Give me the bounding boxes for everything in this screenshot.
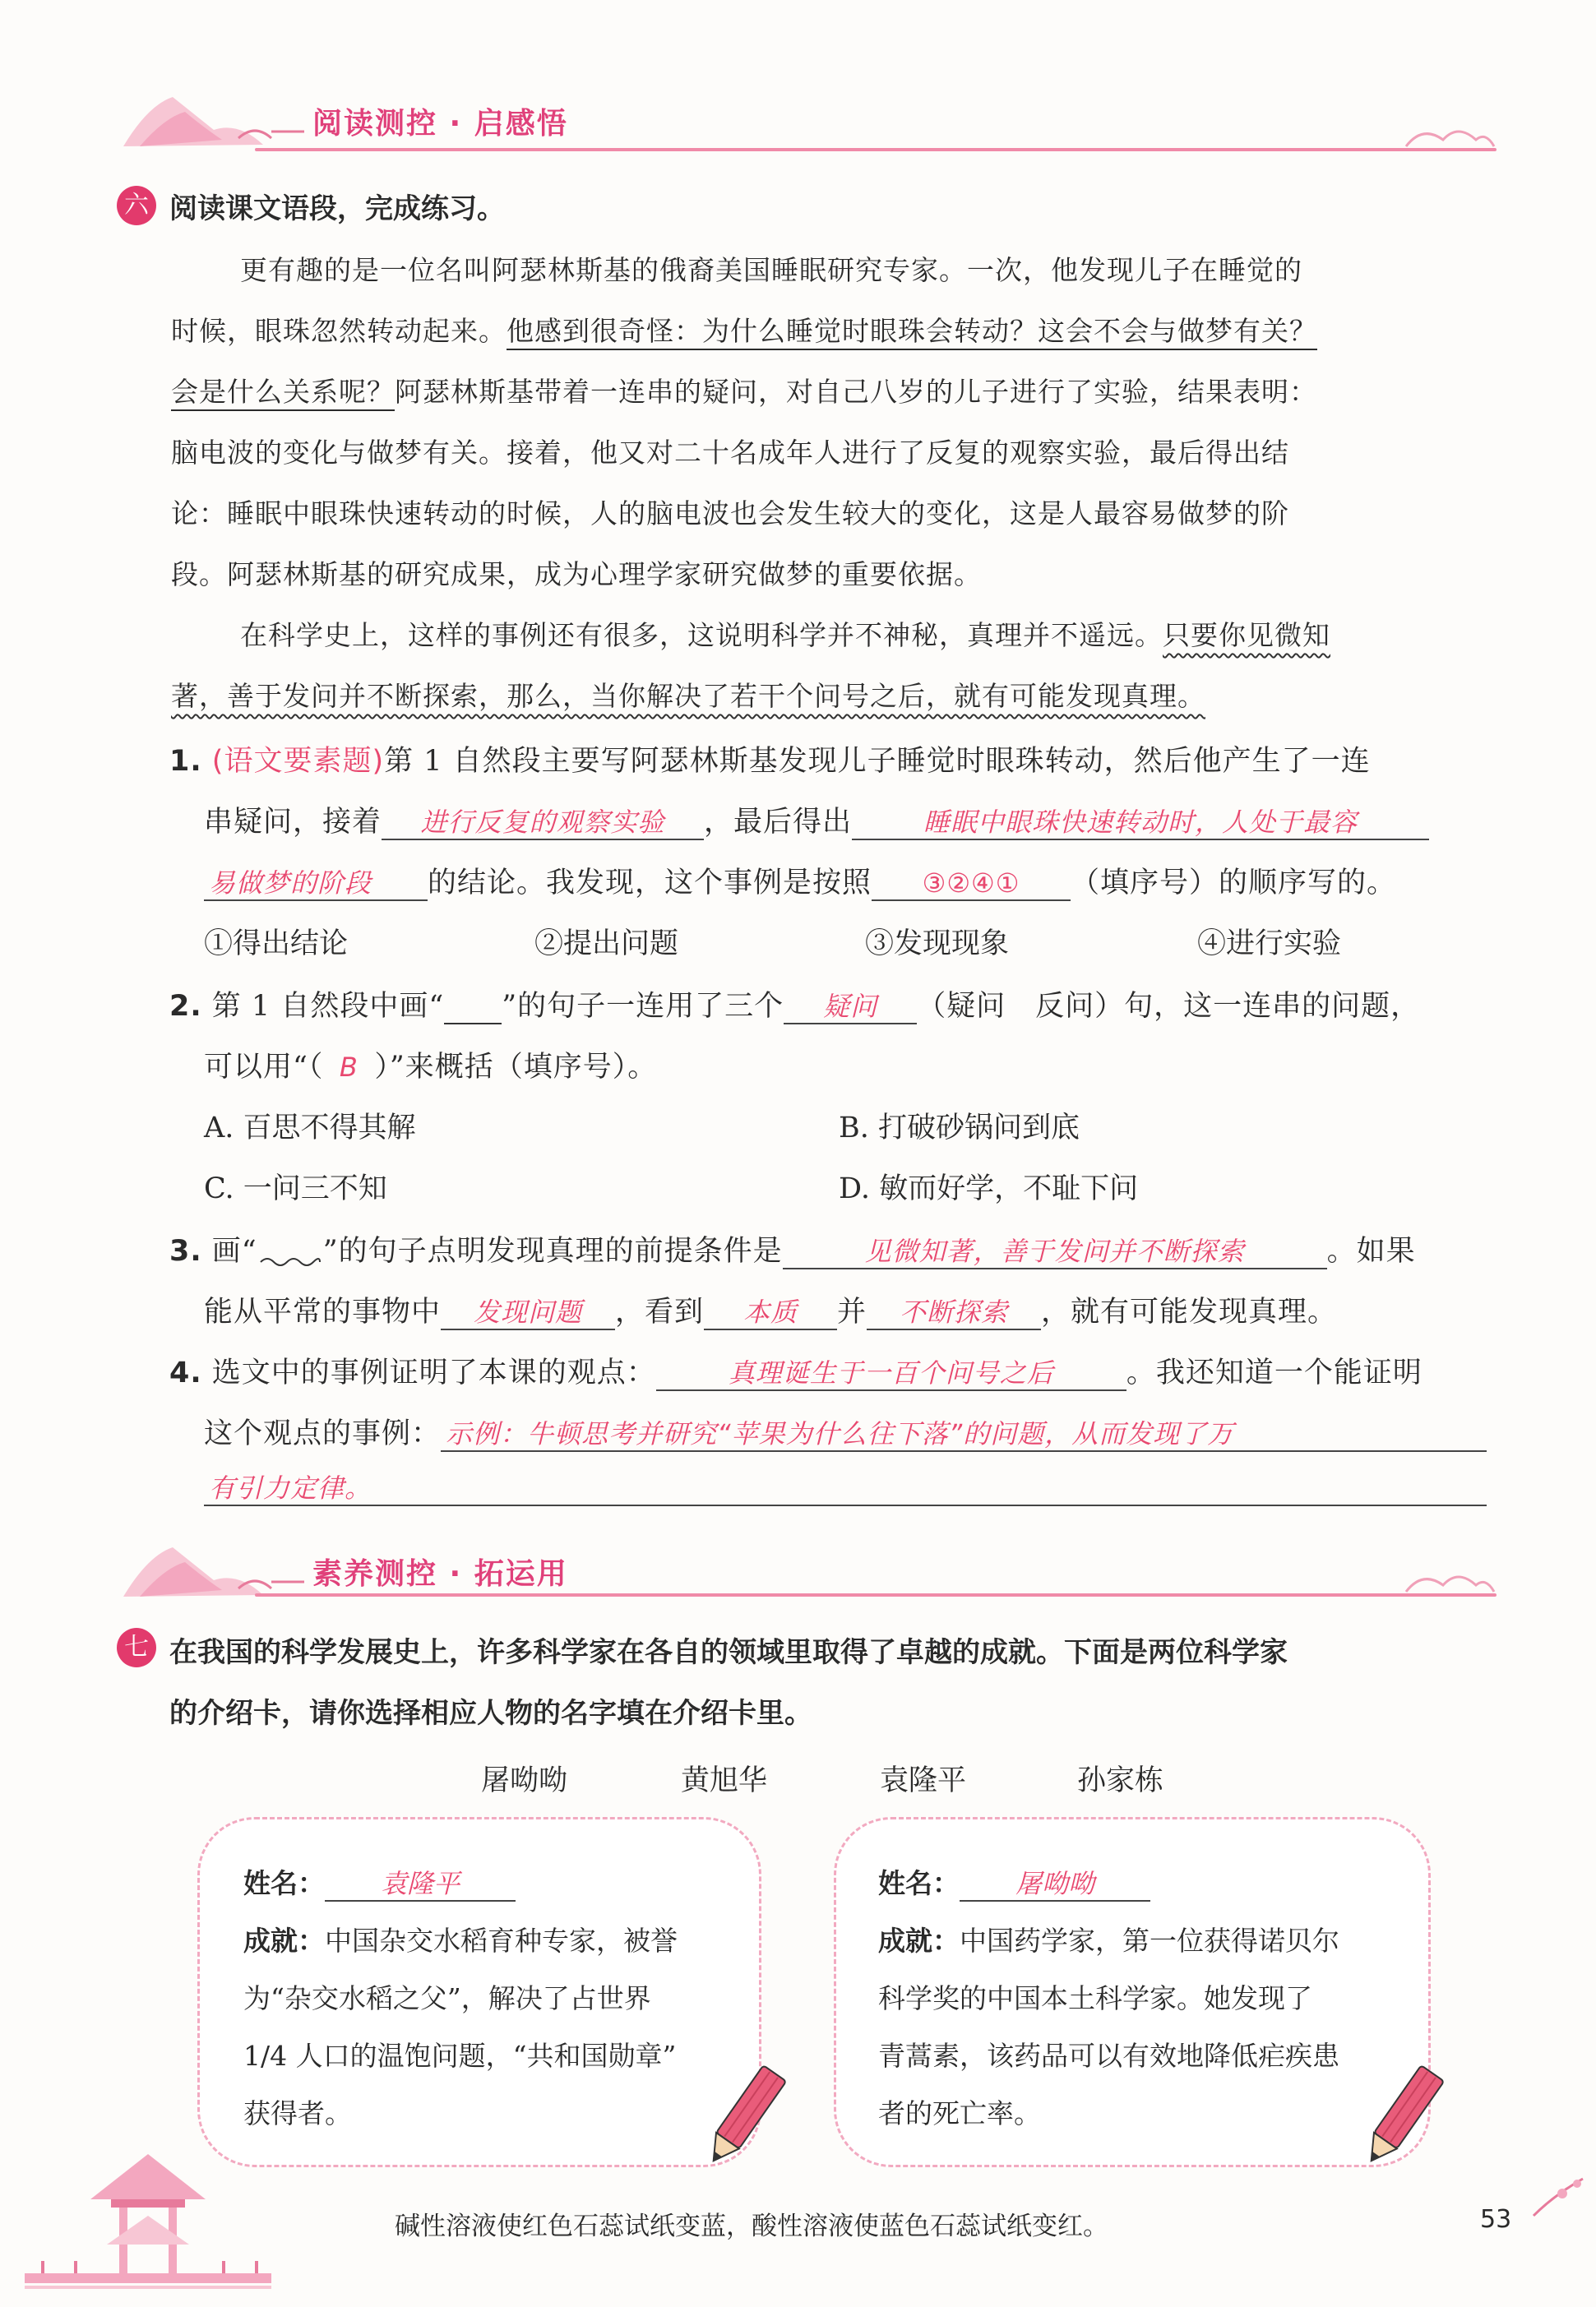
- passage: [171, 240, 1487, 727]
- question-text: 画“: [211, 1235, 257, 1268]
- name-answer-blank[interactable]: 袁隆平: [325, 1867, 516, 1902]
- passage-text: 阿瑟林斯基带着一连串的疑问，对自己八岁的儿子进行了实验，结果表明：: [395, 376, 1317, 408]
- passage-line: [171, 362, 1487, 423]
- answer-blank[interactable]: B: [339, 1052, 359, 1083]
- name-option: 孙家栋: [1077, 1764, 1164, 1797]
- card1-name-row: [243, 1855, 516, 1912]
- section-title: 素养测控 · 拓运用: [312, 1557, 568, 1591]
- achievement-label: 成就：: [878, 1925, 960, 1957]
- q2-option-c: C. 一问三不知: [204, 1172, 387, 1205]
- branch-ornament-icon: [1529, 2171, 1587, 2220]
- question-text: ，就有可能发现真理。: [1041, 1296, 1338, 1329]
- section-header-application: [115, 1539, 1497, 1613]
- question-tag: (语文要素题): [211, 745, 385, 778]
- card2-achievement-row: [878, 1912, 1339, 1970]
- answer-blank[interactable]: 本质: [704, 1296, 837, 1330]
- answer-blank[interactable]: 见微知著，善于发问并不断探索: [783, 1235, 1327, 1269]
- question-text: 的介绍卡，请你选择相应人物的名字填在介绍卡里。: [169, 1697, 812, 1730]
- wavy-underlined-sentence: 只要你见微知: [1163, 619, 1330, 651]
- q3-line1: [169, 1228, 1416, 1269]
- question-text: 的结论。我发现，这个事例是按照: [428, 867, 872, 899]
- name-label: 姓名：: [878, 1867, 960, 1899]
- question-text: 并: [837, 1296, 867, 1329]
- card-text: 为“杂交水稻之父”，解决了占世界: [243, 1982, 651, 2014]
- name-answer-blank[interactable]: 屠呦呦: [960, 1867, 1150, 1902]
- card-text: 科学奖的中国本土科学家。她发现了: [878, 1982, 1312, 2014]
- question-number: 3.: [169, 1235, 202, 1268]
- passage-line: [171, 301, 1487, 362]
- q1-line1: [169, 738, 1371, 779]
- question-text: 能从平常的事物中: [204, 1296, 442, 1329]
- card-text: 1/4 人口的温饱问题，“共和国勋章”: [243, 2040, 677, 2072]
- question-text: 这个观点的事例：: [204, 1417, 442, 1450]
- passage-line: 脑电波的变化与做梦有关。接着，他又对二十名成年人进行了反复的观察实验，最后得出结: [171, 437, 1289, 469]
- divider: [255, 1593, 1497, 1597]
- q4-line1: [169, 1350, 1423, 1391]
- q1-option: ④进行实验: [1197, 927, 1342, 960]
- cloud-ornament-icon: [1398, 1564, 1497, 1597]
- wavy-underlined-sentence: 著，善于发问并不断探索，那么，当你解决了若干个问号之后，就有可能发现真理。: [171, 680, 1205, 712]
- passage-line: [171, 605, 1487, 666]
- q1-option: ②提出问题: [534, 927, 679, 960]
- question-text: ）”来概括（填序号）。: [374, 1051, 658, 1084]
- underlined-sentence: 他感到很奇怪：为什么睡觉时眼珠会转动？这会不会与做梦有关？: [507, 315, 1317, 347]
- question-title: 阅读课文语段，完成练习。: [169, 192, 505, 225]
- question-text: 可以用“（: [204, 1051, 324, 1084]
- answer-blank[interactable]: 真理诞生于一百个问号之后: [656, 1357, 1126, 1391]
- answer-blank[interactable]: ③②④①: [872, 867, 1071, 901]
- mountain-icon: [115, 89, 312, 155]
- answer-blank[interactable]: 进行反复的观察实验: [382, 806, 704, 840]
- answer-blank[interactable]: 睡眠中眼珠快速转动时，人处于最容: [852, 806, 1429, 840]
- card-text: 者的死亡率。: [878, 2097, 1041, 2129]
- question-text: 第 1 自然段中画“: [211, 990, 445, 1023]
- answer-blank[interactable]: 易做梦的阶段: [204, 867, 428, 901]
- question-text: （疑问 反问）句，这一连串的问题，: [917, 990, 1421, 1023]
- question-text: ，看到: [615, 1296, 705, 1329]
- straight-underline-sample: [444, 990, 502, 1024]
- name-option: 黄旭华: [681, 1764, 768, 1797]
- name-option: 屠呦呦: [481, 1764, 568, 1797]
- wavy-underline-sample-icon: [257, 1244, 323, 1269]
- q3-line2: [204, 1289, 1337, 1330]
- q2-line2: [204, 1044, 657, 1085]
- q1-option: ③发现现象: [865, 927, 1010, 960]
- passage-line: 段。阿瑟林斯基的研究成果，成为心理学家研究做梦的重要依据。: [171, 558, 982, 590]
- question-text: ，最后得出: [704, 806, 853, 839]
- question-text: ”的句子一连用了三个: [502, 990, 784, 1023]
- section-title: 阅读测控 · 启感悟: [312, 107, 568, 141]
- card-text: 中国杂交水稻育种专家，被誉: [325, 1925, 678, 1957]
- card2-name-row: [878, 1855, 1150, 1912]
- question-badge-six: 六: [117, 186, 156, 225]
- q2-line1: [169, 983, 1420, 1024]
- passage-line: [171, 666, 1487, 727]
- passage-text: 时候，眼珠忽然转动起来。: [171, 315, 507, 347]
- achievement-label: 成就：: [243, 1925, 325, 1957]
- cloud-ornament-icon: [1398, 118, 1497, 151]
- name-label: 姓名：: [243, 1867, 325, 1899]
- divider: [255, 148, 1497, 151]
- answer-blank[interactable]: 有引力定律。: [204, 1472, 1487, 1506]
- question-text: 选文中的事例证明了本课的观点：: [211, 1357, 656, 1389]
- card-text: 中国药学家，第一位获得诺贝尔: [960, 1925, 1339, 1957]
- passage-line: 论：睡眠中眼珠快速转动的时候，人的脑电波也会发生较大的变化，这是人最容易做梦的阶: [171, 497, 1289, 529]
- q2-option-b: B. 打破砂锅问到底: [839, 1112, 1080, 1144]
- card-text: 青蒿素，该药品可以有效地降低疟疾患: [878, 2040, 1339, 2072]
- pavilion-icon: [25, 2138, 271, 2307]
- question-number: 1.: [169, 745, 202, 778]
- question-text: 。如果: [1326, 1235, 1416, 1268]
- q1-line2: [204, 799, 1429, 840]
- answer-blank[interactable]: 示例：牛顿思考并研究“苹果为什么往下落”的问题，从而发现了万: [441, 1417, 1487, 1452]
- question-text: 。我还知道一个能证明: [1126, 1357, 1423, 1389]
- q2-option-a: A. 百思不得其解: [204, 1112, 416, 1144]
- question-number: 4.: [169, 1357, 202, 1389]
- section-header-reading: [115, 89, 1497, 163]
- footer-note: 碱性溶液使红色石蕊试纸变蓝，酸性溶液使蓝色石蕊试纸变红。: [395, 2212, 1108, 2241]
- q4-line3: [204, 1472, 1487, 1506]
- answer-blank[interactable]: 疑问: [784, 990, 917, 1024]
- underlined-sentence: 会是什么关系呢？: [171, 376, 395, 408]
- question-text: （填序号）的顺序写的。: [1071, 867, 1397, 899]
- card1-achievement-row: [243, 1912, 678, 1970]
- passage-text: 在科学史上，这样的事例还有很多，这说明科学并不神秘，真理并不遥远。: [240, 619, 1163, 651]
- q1-line3: [204, 860, 1396, 901]
- q1-option: ①得出结论: [204, 927, 349, 960]
- question-text: 第 1 自然段主要写阿瑟林斯基发现儿子睡觉时眼珠转动，然后他产生了一连: [384, 745, 1371, 778]
- question-text: ”的句子点明发现真理的前提条件是: [322, 1235, 783, 1268]
- q2-option-d: D. 敏而好学，不耻下问: [839, 1172, 1139, 1205]
- card-text: 获得者。: [243, 2097, 352, 2129]
- question-text: 在我国的科学发展史上，许多科学家在各自的领域里取得了卓越的成就。下面是两位科学家: [169, 1636, 1288, 1669]
- name-option: 袁隆平: [880, 1764, 967, 1797]
- question-badge-seven: 七: [117, 1628, 156, 1667]
- pencil-icon: [699, 2055, 789, 2179]
- page-number: 53: [1480, 2205, 1512, 2234]
- answer-blank[interactable]: 发现问题: [441, 1296, 615, 1330]
- pencil-icon: [1357, 2055, 1447, 2179]
- q4-line2: [204, 1411, 1487, 1452]
- answer-blank[interactable]: 不断探索: [867, 1296, 1041, 1330]
- question-number: 2.: [169, 990, 202, 1023]
- question-text: 串疑问，接着: [204, 806, 382, 839]
- passage-line: 更有趣的是一位名叫阿瑟林斯基的俄裔美国睡眠研究专家。一次，他发现儿子在睡觉的: [240, 254, 1302, 286]
